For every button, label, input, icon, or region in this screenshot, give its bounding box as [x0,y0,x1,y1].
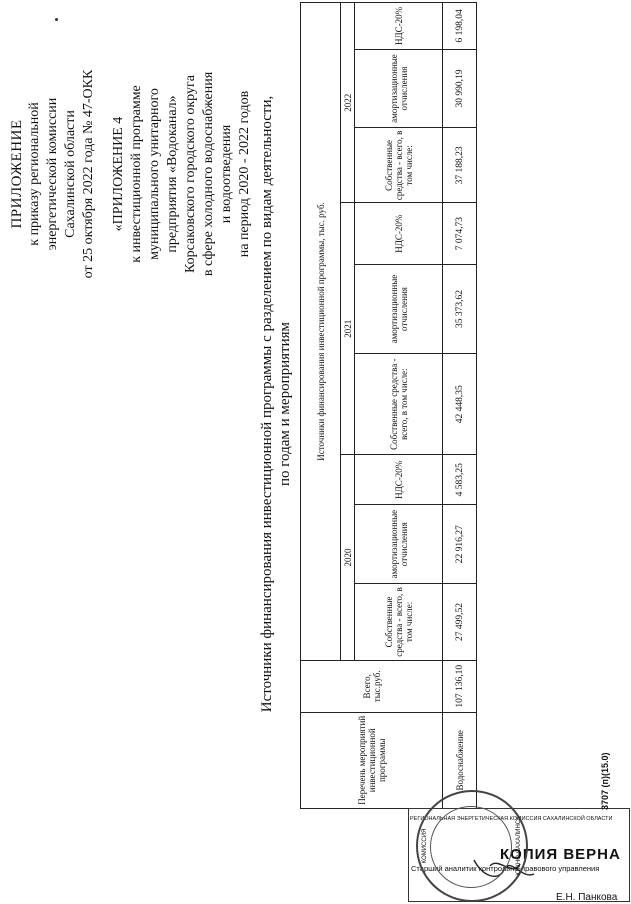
annex4-line: на период 2020 - 2022 годов [237,90,252,258]
official-seal [416,790,528,902]
row-2020-own: 27 499,52 [443,583,477,660]
header-own-funds: Собственные средства - всего, в том числе: [355,354,443,455]
header-amortization: амортизационные отчисления [355,264,443,354]
seal-text-bottom: ЮЖНО-САХАЛИНСК [516,816,522,876]
seal-text-top: КОМИССИЯ [422,828,428,864]
row-2022-amort: 30 990,19 [443,49,477,128]
row-2021-amort: 35 373,62 [443,264,477,354]
annex4-line: предприятия «Водоканал» [165,95,180,253]
row-2022-own: 37 188,23 [443,128,477,203]
row-2021-vat: 7 074,73 [443,203,477,264]
document-title [258,0,294,814]
copy-verified-label: КОПИЯ ВЕРНА [500,846,621,863]
copy-stamp-org: РЕГИОНАЛЬНАЯ ЭНЕРГЕТИЧЕСКАЯ КОМИССИЯ САХАЛИНСКОЙ ОБЛАСТИ [410,816,613,822]
row-activity: Водоснабжение [443,712,477,808]
annex4-line: муниципального унитарного [147,88,162,260]
row-2021-own: 42 448,35 [443,354,477,455]
header-line: энергетической комиссии [45,97,60,251]
copy-role: Старший аналитик контрольно-правового управления [411,864,600,873]
header-total: Всего, тыс.руб. [301,660,443,712]
annex-title: ПРИЛОЖЕНИЕ [9,119,25,229]
header-own-funds: Собственные средства - всего, в том числе: [355,583,443,660]
header-amortization: амортизационные отчисления [355,505,443,584]
header-line: к приказу региональной [27,102,42,246]
annex4-line: и водоотведения [219,124,234,224]
row-total: 107 136,10 [443,660,477,712]
header-amortization: амортизационные отчисления [355,49,443,128]
header-line: Сахалинской области [63,110,78,238]
financing-table [300,2,477,809]
header-year: 2020 [341,455,355,661]
document-title-line: Источники финансирования инвестиционной программы с разделением по видам деятельности, [259,95,275,713]
header-activity: Перечень мероприятий инвестиционной программы [301,712,443,808]
annex4-line: к инвестиционной программе [129,85,144,263]
header-vat: НДС-20% [355,203,443,264]
header-line: от 25 октября 2022 года № 47-ОКК [81,69,96,279]
row-2020-amort: 22 916,27 [443,505,477,584]
annex4-line: Корсаковского городского округа [183,75,198,273]
row-2022-vat: 6 198,04 [443,3,477,50]
annex4-line: в сфере холодного водоснабжения [201,71,216,277]
page-code: 3707 (п)(15.0) [600,752,610,810]
annex-header [8,4,254,344]
header-year: 2022 [341,3,355,203]
row-2020-vat: 4 583,25 [443,455,477,505]
header-vat: НДС-20% [355,3,443,50]
header-vat: НДС-20% [355,455,443,505]
header-own-funds: Собственные средства - всего, в том числе: [355,128,443,203]
header-year: 2021 [341,203,355,455]
annex4-title: «ПРИЛОЖЕНИЕ 4 [111,116,126,232]
copy-signer: Е.Н. Панкова [556,892,618,903]
header-sources: Источники финансирования инвестиционной программы, тыс. руб. [301,3,341,661]
document-title-line: по годам и мероприятиям [277,322,293,487]
